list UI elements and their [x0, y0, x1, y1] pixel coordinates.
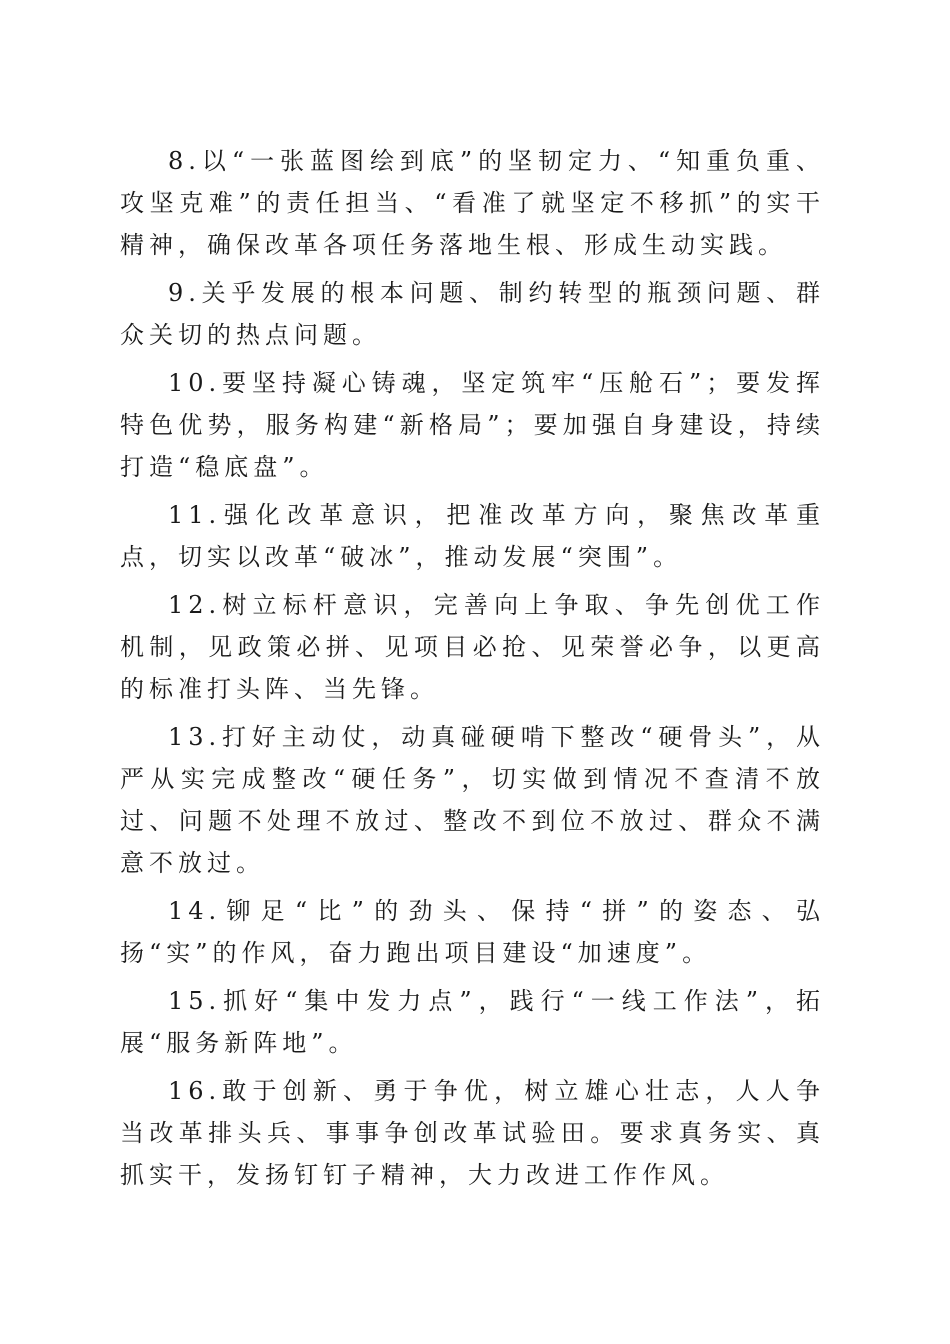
document-body: [120, 140, 825, 1202]
paragraph-13: 13.打好主动仗，动真碰硬啃下整改“硬骨头”，从严从实完成整改“硬任务”，切实做到情况不查清不放过、问题不处理不放过、整改不到位不放过、群众不满意不放过。: [120, 723, 825, 877]
paragraph-9: 9.关乎发展的根本问题、制约转型的瓶颈问题、群众关切的热点问题。: [120, 279, 825, 349]
paragraph-14: 14.铆足“比”的劲头、保持“拼”的姿态、弘扬“实”的作风，奋力跑出项目建设“加速度”。: [120, 897, 825, 967]
paragraph-16: 16.敢于创新、勇于争优，树立雄心壮志，人人争当改革排头兵、事事争创改革试验田。要求真务实、真抓实干，发扬钉钉子精神，大力改进工作作风。: [120, 1077, 825, 1189]
paragraph-15: 15.抓好“集中发力点”，践行“一线工作法”，拓展“服务新阵地”。: [120, 987, 825, 1057]
paragraph-11: 11.强化改革意识，把准改革方向，聚焦改革重点，切实以改革“破冰”，推动发展“突围”。: [120, 501, 825, 571]
paragraph-12: 12.树立标杆意识，完善向上争取、争先创优工作机制，见政策必拼、见项目必抢、见荣誉必争，以更高的标准打头阵、当先锋。: [120, 591, 825, 703]
paragraph-8: 8.以“一张蓝图绘到底”的坚韧定力、“知重负重、攻坚克难”的责任担当、“看准了就坚定不移抓”的实干精神，确保改革各项任务落地生根、形成生动实践。: [120, 147, 825, 259]
paragraph-10: 10.要坚持凝心铸魂，坚定筑牢“压舱石”；要发挥特色优势，服务构建“新格局”；要加强自身建设，持续打造“稳底盘”。: [120, 369, 825, 481]
